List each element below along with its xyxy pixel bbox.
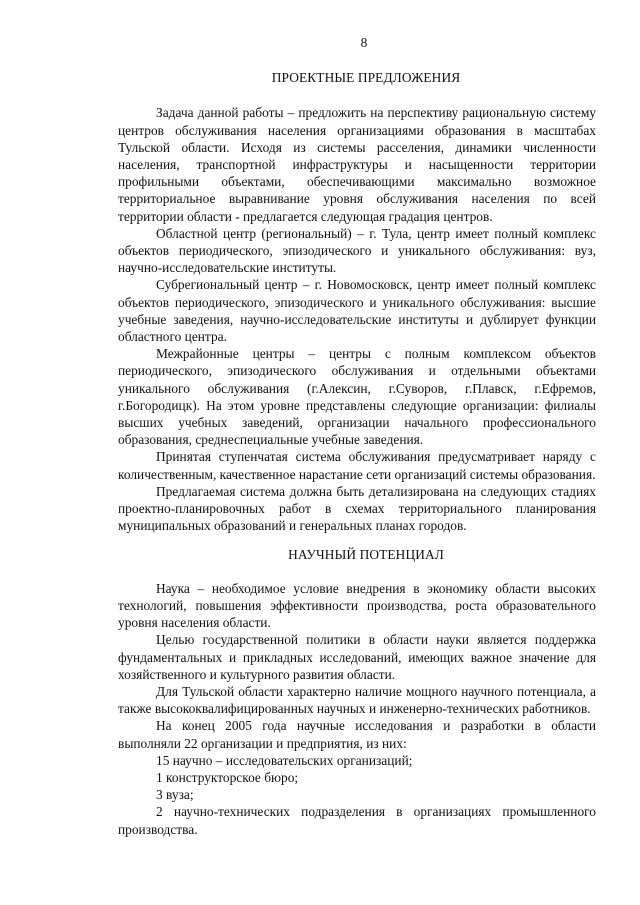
paragraph: Задача данной работы – предложить на перспективу рациональную систему центров обслуживания населения организациями образования в масштабах Тульской области. Исходя из системы расселения, динамики численности населения, транспортной инфраструктуры и насыщенности территории профильными объектами, обеспечивающими максимально возможное территориальное выравнивание уровня обслуживания населения по всей территории области - предлагается следующая градация центров. <box>118 105 596 224</box>
paragraph: Наука – необходимое условие внедрения в экономику области высоких технологий, повышения эффективности производства, роста образовательного уровня населения области. <box>118 580 596 631</box>
section-heading: НАУЧНЫЙ ПОТЕНЦИАЛ <box>288 547 444 563</box>
paragraph: Областной центр (региональный) – г. Тула, центр имеет полный комплекс объектов периодического, эпизодического и уникального обслуживания: вуз, научно-исследовательские институты. <box>118 225 596 276</box>
list-item: 2 научно-технических подразделения в организациях промышленного производства. <box>118 804 596 837</box>
paragraph: Целью государственной политики в области науки является поддержка фундаментальных и прикладных исследований, имеющих важное значение для хозяйственного и культурного развития области. <box>118 632 596 682</box>
paragraph: На конец 2005 года научные исследования и разработки в области выполняли 22 организации и предприятия, из них: <box>118 718 596 751</box>
list-item: 15 научно – исследовательских организаций; <box>156 752 413 768</box>
list-item: 3 вуза; <box>156 787 194 803</box>
list-item: 1 конструкторское бюро; <box>156 769 299 785</box>
section-scientific-potential <box>118 546 596 837</box>
section-project-proposals <box>118 69 596 534</box>
paragraph: Для Тульской области характерно наличие мощного научного потенциала, а также высококвалифицированных научных и инженерно-технических работников. <box>118 683 596 717</box>
paragraph: Субрегиональный центр – г. Новомосковск, центр имеет полный комплекс объектов периодического, эпизодического и уникального обслуживания: высшие учебные заведения, научно-исследовательские институты и дублирует функции областного центра. <box>118 277 596 345</box>
page-number: 8 <box>360 35 368 50</box>
paragraph: Межрайонные центры – центры с полным комплексом объектов периодического, эпизодического обслуживания и отдельными объектами уникального обслуживания (г.Алексин, г.Суворов, г.Плавск, г.Ефремов, г.Богородицк). На этом уровне представлены следующие организации: филиалы высших учебных заведений, организации начального профессионального образования, среднеспециальные учебные заведения. <box>118 346 596 448</box>
section-heading: ПРОЕКТНЫЕ ПРЕДЛОЖЕНИЯ <box>271 70 461 86</box>
paragraph: Предлагаемая система должна быть детализирована на следующих стадиях проектно-планировочных работ в схемах территориального планирования муниципальных образований и генеральных планах городов. <box>118 483 596 534</box>
document-page <box>118 34 596 838</box>
paragraph: Принятая ступенчатая система обслуживания предусматривает наряду с количественным, качественное нарастание сети организаций системы образования. <box>118 449 596 482</box>
